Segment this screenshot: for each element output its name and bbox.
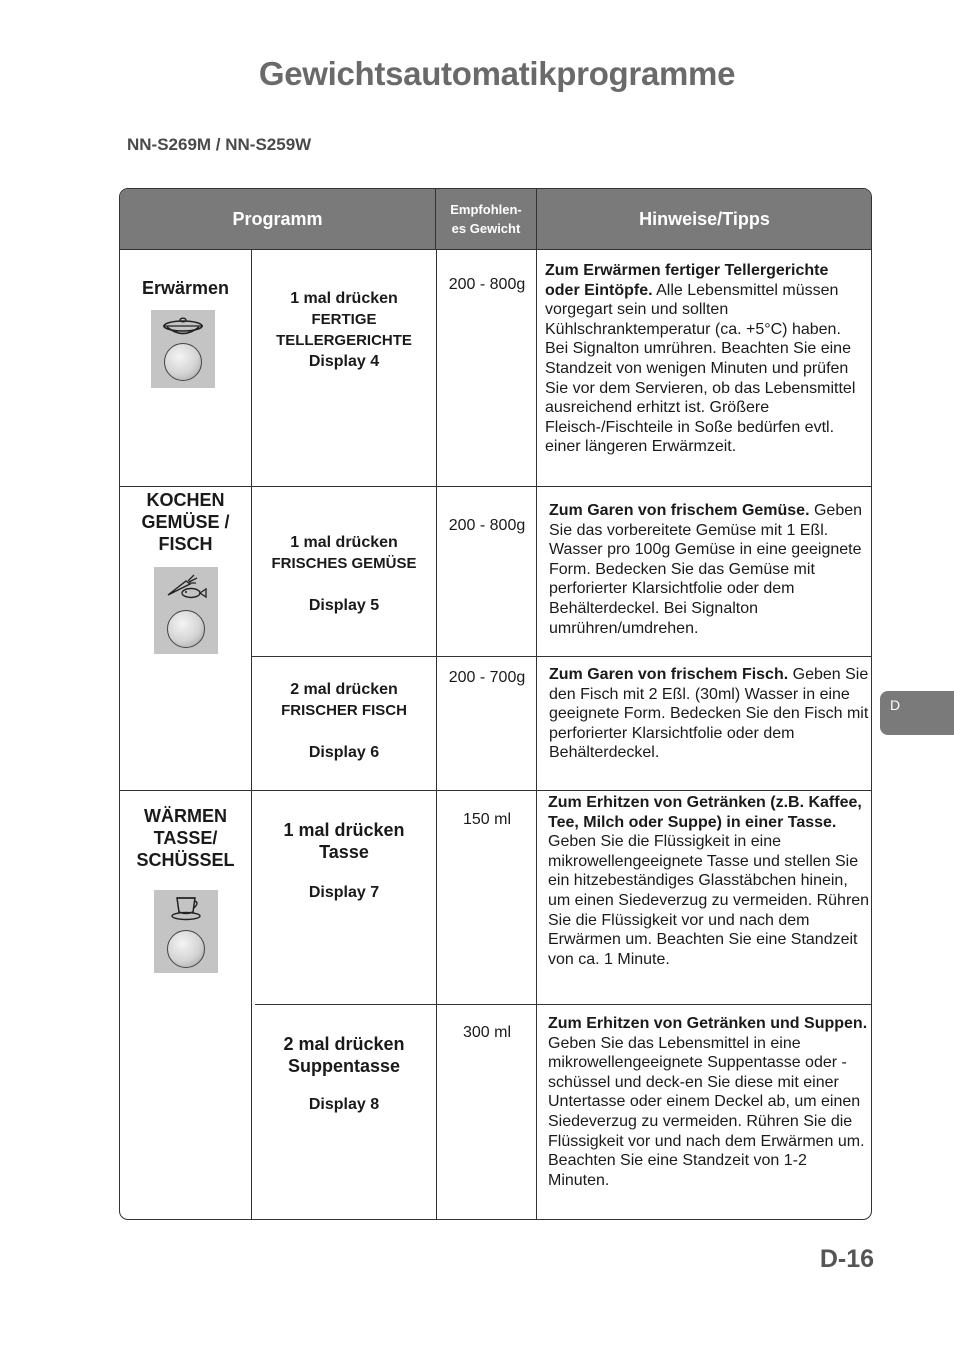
header-tips: Hinweise/Tipps xyxy=(639,208,770,229)
table-header xyxy=(120,189,871,250)
grid-line xyxy=(120,790,871,791)
category-label: WÄRMEN xyxy=(144,806,227,826)
tips-cell xyxy=(549,501,871,638)
grid-line xyxy=(536,249,537,1219)
model-number: NN-S269M / NN-S259W xyxy=(127,135,312,154)
program-name: TELLERGERICHTE xyxy=(276,332,412,349)
recommended-weight: 200 - 800g xyxy=(448,517,526,534)
tip-heading: Zum Garen von frischem Fisch. xyxy=(549,666,789,683)
program-name: Suppentasse xyxy=(287,1056,401,1076)
header-weight xyxy=(436,189,537,249)
round-button-icon xyxy=(167,610,205,648)
program-cell xyxy=(252,1033,436,1115)
header-weight-line1: Empfohlen- xyxy=(450,202,522,217)
grid-line xyxy=(436,249,437,1219)
tip-heading: Zum Garen von frischem Gemüse. xyxy=(549,502,810,519)
category-label: Erwärmen xyxy=(141,278,230,298)
language-tab: D xyxy=(880,691,954,735)
program-name: FRISCHER FISCH xyxy=(281,702,407,719)
category-erwaermen xyxy=(120,277,251,299)
category-label: KOCHEN xyxy=(146,490,225,510)
category-label: GEMÜSE / xyxy=(141,512,230,532)
program-cell xyxy=(252,288,436,372)
recommended-weight: 300 ml xyxy=(462,1024,512,1041)
tip-text: Alle Lebensmittel müssen vorgegart sein und sollten Kühlschranktemperatur (ca. +5°C) haben. Bei Signalton umrühren. Beachten Sie eine Standzeit von wenigen Minuten und prüfen Sie vor dem Servieren, ob das Lebensmittel ausreichend erhitzt ist. Größere Fleisch-/Fischteile in Soße bedürfen evtl. einer längeren Erwärmzeit. xyxy=(545,281,856,456)
header-weight-line2: es Gewicht xyxy=(451,221,521,236)
grid-line xyxy=(255,1004,871,1005)
display-number: Display 8 xyxy=(308,1096,380,1113)
round-button-icon xyxy=(167,930,205,968)
program-cell xyxy=(252,532,436,616)
vegetable-fish-icon xyxy=(164,573,208,601)
program-cell xyxy=(252,819,436,903)
category-label: SCHÜSSEL xyxy=(136,850,235,870)
cup-icon xyxy=(164,894,208,922)
page-number: D-16 xyxy=(819,1245,874,1273)
tip-text: Geben Sie den Fisch mit 2 Eßl. (30ml) Wasser in eine geeignete Form. Bedecken Sie den Fisch mit perforierter Klarsichtfolie oder dem Behälterdeckel. xyxy=(549,666,869,762)
tips-cell xyxy=(545,261,867,457)
tips-cell xyxy=(548,1014,870,1190)
press-count: 2 mal drücken xyxy=(290,681,398,698)
press-count: 1 mal drücken xyxy=(290,534,398,551)
program-cell xyxy=(252,679,436,763)
program-name: FRISCHES GEMÜSE xyxy=(271,555,417,572)
tip-text: Geben Sie das Lebensmittel in eine mikrowellengeeignete Suppentasse oder -schüssel und deck-en Sie diese mit einer Untertasse oder einem Deckel ab, um einen Siedeverzug zu vermeiden. Rühren Sie die Flüssigkeit vor und nach dem Erwärmen um. Beachten Sie eine Standzeit von 1-2 Minuten. xyxy=(548,1034,865,1189)
display-number: Display 5 xyxy=(308,597,380,614)
category-kochen-gemuese-fisch xyxy=(120,489,251,555)
program-table xyxy=(119,188,872,1220)
round-button-icon xyxy=(164,343,202,381)
tip-text: Geben Sie die Flüssigkeit in eine mikrowellengeeignete Tasse und stellen Sie ein hitzebeständiges Glasstäbchen hinein, um einen Siedeverzug zu vermeiden. Rühren Sie die Flüssigkeit vor und nach dem Erwärmen um. Beachten Sie eine Standzeit von ca. 1 Minute. xyxy=(548,833,870,968)
tips-cell xyxy=(549,665,871,763)
program-name: FERTIGE xyxy=(311,311,377,328)
recommended-weight: 150 ml xyxy=(462,811,512,828)
category-label: FISCH xyxy=(158,534,213,554)
tips-cell xyxy=(548,793,870,969)
recommended-weight: 200 - 800g xyxy=(448,276,526,293)
program-name: Tasse xyxy=(319,842,369,862)
page-title: Gewichtsautomatikprogramme xyxy=(258,55,736,92)
program-button-tasse xyxy=(154,890,218,973)
plate-icon xyxy=(161,314,205,342)
category-waermen-tasse-schuessel xyxy=(120,805,251,871)
tip-heading: Zum Erhitzen von Getränken (z.B. Kaffee, Tee, Milch oder Suppe) in einer Tasse. xyxy=(548,794,862,831)
program-button-erwaermen xyxy=(151,310,215,388)
recommended-weight: 200 - 700g xyxy=(448,669,526,686)
tip-text: Geben Sie das vorbereitete Gemüse mit 1 Eßl. Wasser pro 100g Gemüse in eine geeignete Form. Bedecken Sie das Gemüse mit perforierter Klarsichtfolie oder dem Behälterdeckel. Bei Signalton umrühren/umdrehen. xyxy=(549,502,863,637)
display-number: Display 7 xyxy=(308,884,380,901)
press-count: 1 mal drücken xyxy=(283,820,405,840)
display-number: Display 4 xyxy=(308,353,380,370)
category-label: TASSE/ xyxy=(153,828,218,848)
tip-heading: Zum Erwärmen fertiger Tellergerichte oder Eintöpfe. xyxy=(545,262,829,299)
grid-line xyxy=(252,656,871,657)
grid-line xyxy=(120,486,871,487)
tip-heading: Zum Erhitzen von Getränken und Suppen. xyxy=(548,1015,868,1032)
display-number: Display 6 xyxy=(308,744,380,761)
press-count: 2 mal drücken xyxy=(283,1034,405,1054)
program-button-gemuese-fisch xyxy=(154,567,218,654)
press-count: 1 mal drücken xyxy=(290,290,398,307)
header-program: Programm xyxy=(120,189,436,249)
